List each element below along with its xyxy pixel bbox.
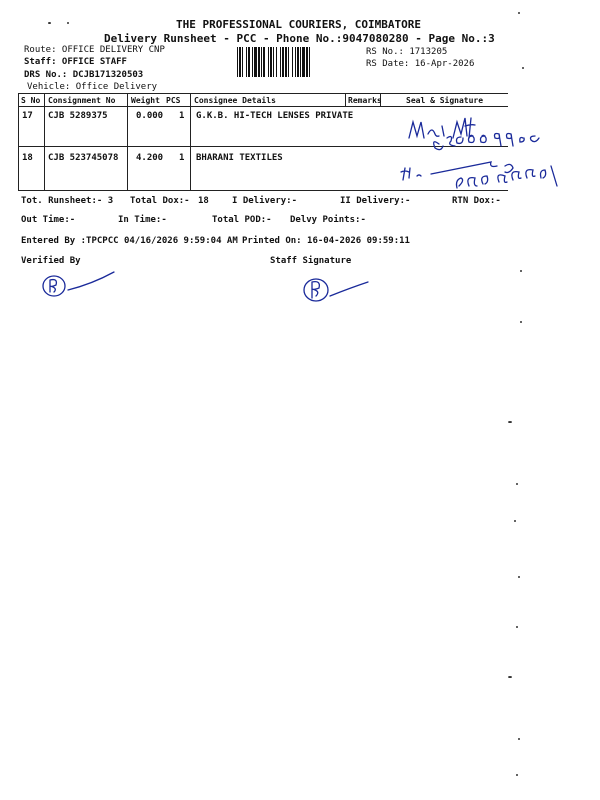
scan-speck <box>514 520 516 522</box>
staff-signature <box>300 272 380 306</box>
scan-speck <box>520 270 522 272</box>
scan-speck <box>516 483 518 485</box>
row-consignee: G.K.B. HI-TECH LENSES PRIVATE <box>196 111 354 121</box>
row-weight: 4.200 <box>136 153 164 163</box>
header-remarks: Remarks <box>348 96 382 105</box>
verified-signature <box>40 268 130 302</box>
scan-speck <box>518 12 520 14</box>
in-time-label: In Time:- <box>118 215 167 225</box>
scan-speck <box>520 321 522 323</box>
rtn-dox-label: RTN Dox:- <box>452 196 501 206</box>
row-weight: 0.000 <box>136 111 164 121</box>
printed-on: Printed On: 16-04-2026 09:59:11 <box>242 236 410 246</box>
delvy-points-label: Delvy Points:- <box>290 215 366 225</box>
scan-speck <box>48 22 51 24</box>
scan-speck <box>67 22 69 24</box>
header-weight: Weight <box>131 96 160 105</box>
runsheet-title: Delivery Runsheet - PCC - Phone No.:9047080280 - Page No.:3 <box>104 32 495 45</box>
vehicle-label: Vehicle: Office Delivery <box>27 82 158 92</box>
row-pcs: 1 <box>179 111 185 121</box>
header-pcs: PCS <box>166 96 181 105</box>
row-sno: 18 <box>22 153 33 163</box>
row-pcs: 1 <box>179 153 185 163</box>
scan-speck <box>516 626 518 628</box>
header-consignee: Consignee Details <box>194 96 276 105</box>
row-consignee: BHARANI TEXTILES <box>196 153 283 163</box>
header-consignment: Consignment No <box>48 96 116 105</box>
total-dox-label: Total Dox:- <box>130 196 190 206</box>
scan-speck <box>508 676 512 678</box>
i-delivery-label: I Delivery:- <box>232 196 298 206</box>
total-pod-label: Total POD:- <box>212 215 272 225</box>
route-label: Route: OFFICE DELIVERY CNP <box>24 45 165 55</box>
header-seal: Seal & Signature <box>406 96 484 105</box>
company-name: THE PROFESSIONAL COURIERS, COIMBATORE <box>176 18 422 31</box>
drs-number: DRS No.: DCJB171320503 <box>24 70 144 80</box>
scan-speck <box>508 421 512 423</box>
ii-delivery-label: II Delivery:- <box>340 196 411 206</box>
out-time-label: Out Time:- <box>21 215 76 225</box>
staff-label: Staff: OFFICE STAFF <box>24 57 127 67</box>
scan-speck <box>522 67 524 69</box>
scan-speck <box>518 738 520 740</box>
scan-speck <box>518 576 520 578</box>
header-sno: S No <box>21 96 41 105</box>
rs-date: RS Date: 16-Apr-2026 <box>366 59 475 69</box>
scan-speck <box>516 774 518 776</box>
staff-signature-label: Staff Signature <box>270 256 352 266</box>
handwritten-signature <box>395 108 595 198</box>
row-sno: 17 <box>22 111 33 121</box>
entered-by: Entered By :TPCPCC 04/16/2026 9:59:04 AM <box>21 236 238 246</box>
row-consignment: CJB 5289375 <box>48 111 108 121</box>
row-consignment: CJB 523745078 <box>48 153 119 163</box>
tot-runsheet: Tot. Runsheet:- 3 <box>21 196 114 206</box>
barcode <box>237 47 362 77</box>
total-dox-value: 18 <box>198 196 209 206</box>
verified-by-label: Verified By <box>21 256 81 266</box>
rs-number: RS No.: 1713205 <box>366 47 448 57</box>
barcode-bar <box>310 47 312 77</box>
